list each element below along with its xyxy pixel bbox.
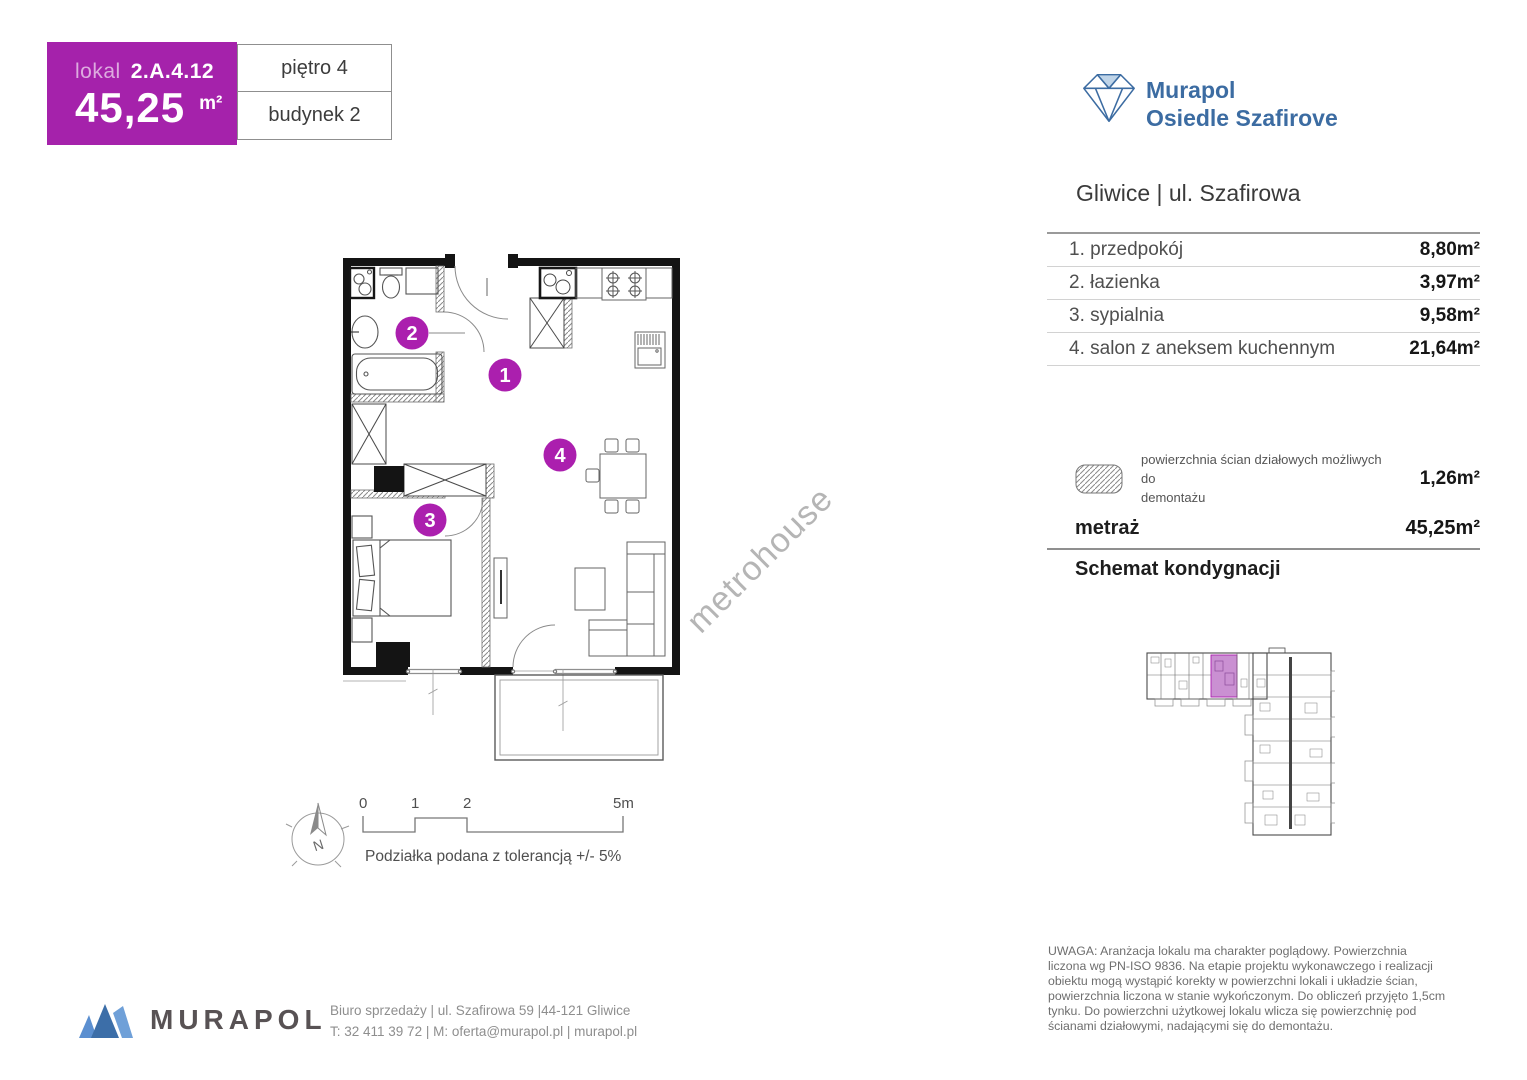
sales-office-address: Biuro sprzedaży | ul. Szafirowa 59 |44-121 Gliwice [330,1003,631,1018]
bathroom-door-arc [444,312,484,352]
demountable-walls-value: 1,26m² [1419,467,1480,489]
room-area: 21,64m² [1409,338,1480,359]
divider [1047,548,1480,550]
room-area: 8,80m² [1419,239,1480,260]
sofa [589,542,665,656]
balcony [495,675,663,760]
outer-walls [343,254,680,675]
dimension-marks [343,669,568,731]
toilet [380,268,402,298]
section-heading: Schemat kondygnacji [1075,558,1281,580]
balcony-door-arc [513,625,555,667]
scale-tick-0: 0 [359,795,368,812]
room-marker-2-label: 2 [406,323,418,345]
chimney-block [374,466,404,492]
watermark: metrohouse [679,479,841,641]
room-label: 4. salon z aneksem kuchennym [1069,338,1336,359]
room-marker-4-label: 4 [554,445,566,467]
demountable-walls-row [1047,450,1480,507]
hatch-swatch-icon [1075,464,1123,494]
room-marker-1-label: 1 [499,365,511,387]
floor-plan [338,252,688,772]
bed [353,540,451,616]
brand-name-line1: Murapol [1146,77,1236,103]
lokal-label: lokal [75,60,121,83]
unit-card-area [75,86,237,139]
nightstand [352,618,372,642]
room-label: 3. sypialnia [1069,305,1165,326]
scale-tick-1: 1 [411,795,420,812]
scale-tick-5m: 5m [613,795,634,812]
washing-machine [350,268,374,298]
north-compass-icon [283,793,355,877]
room-label: 1. przedpokój [1069,239,1184,260]
fridge [635,332,665,368]
table-row [1047,300,1480,333]
unit-number: 2.A.4.12 [130,60,215,83]
unit-card [47,42,237,145]
murapol-wordmark: MURAPOL [150,1004,327,1035]
unit-dividers [1147,653,1331,807]
kitchen-counter [646,268,672,298]
stove [602,268,646,300]
building-floor-schematic [1145,645,1335,840]
metraz-row [1047,517,1480,540]
balcony-tabs [1155,671,1335,823]
scale-bar [355,792,645,848]
table-row [1047,333,1480,366]
entrance-door-arc [455,266,508,319]
bathtub [352,354,442,394]
washbasin [351,316,378,348]
room-marker-3-label: 3 [424,510,436,532]
coffee-table [575,568,605,610]
diamond-logo-icon [1078,68,1140,128]
room-area: 3,97m² [1419,272,1480,293]
murapol-logo-icon [75,998,137,1044]
room-area: 9,58m² [1419,305,1480,326]
metraz-label: metraż [1075,517,1140,539]
bathroom-cabinet [406,268,438,294]
project-location: Gliwice | ul. Szafirowa [1076,180,1301,206]
floor-cell: piętro 4 [237,44,392,92]
brand-name-line2: Osiedle Szafirove [1146,105,1338,131]
kitchen-sink [540,268,576,298]
dining-table [586,439,646,513]
brand-name [1146,76,1338,132]
stairwell-tab [1269,648,1285,653]
table-row [1047,234,1480,267]
rooms-table [1047,232,1480,366]
scale-caption: Podziałka podana z tolerancją +/- 5% [365,848,622,865]
demountable-walls-label: powierzchnia ścian działowych możliwych do demontażu [1141,452,1382,505]
sales-office-info [330,1000,637,1042]
legend-block [1047,450,1480,581]
corridor [1289,657,1292,829]
kitchen-counter [576,268,602,298]
disclaimer: UWAGA: Aranżacja lokalu ma charakter poglądowy. Powierzchnia liczona wg PN-ISO 9836. Na etapie projektu wykonawczego i realizacji obiektu mogą wystąpić korekty w powierzchni lokali i układzie ścian, powierzchnia liczona w stanie wykończonym. Do obliczeń przyjęto 1,5cm tynku. Do powierzchni użytkowej lokalu wlicza się powierzchnię pod ścianami działowymi, nadającymi się do demontażu. [1048,944,1446,1033]
room-label: 2. łazienka [1069,272,1160,293]
table-row [1047,267,1480,300]
living-furniture [494,439,665,656]
bedroom-door-arc [445,498,483,536]
tv-unit [494,558,507,618]
unit-area-unit: m² [199,93,223,114]
sales-office-contact: T: 32 411 39 72 | M: oferta@murapol.pl | murapol.pl [330,1024,638,1039]
building-cell: budynek 2 [237,92,392,140]
metraz-value: 45,25m² [1405,517,1480,539]
scale-tick-2: 2 [463,795,472,812]
unit-card-line1 [75,60,237,84]
floor-building-box [237,44,392,140]
compass-n-label: N [310,835,326,855]
nightstand [352,516,372,538]
unit-area-value: 45,25 [75,84,186,131]
windows [406,670,616,674]
